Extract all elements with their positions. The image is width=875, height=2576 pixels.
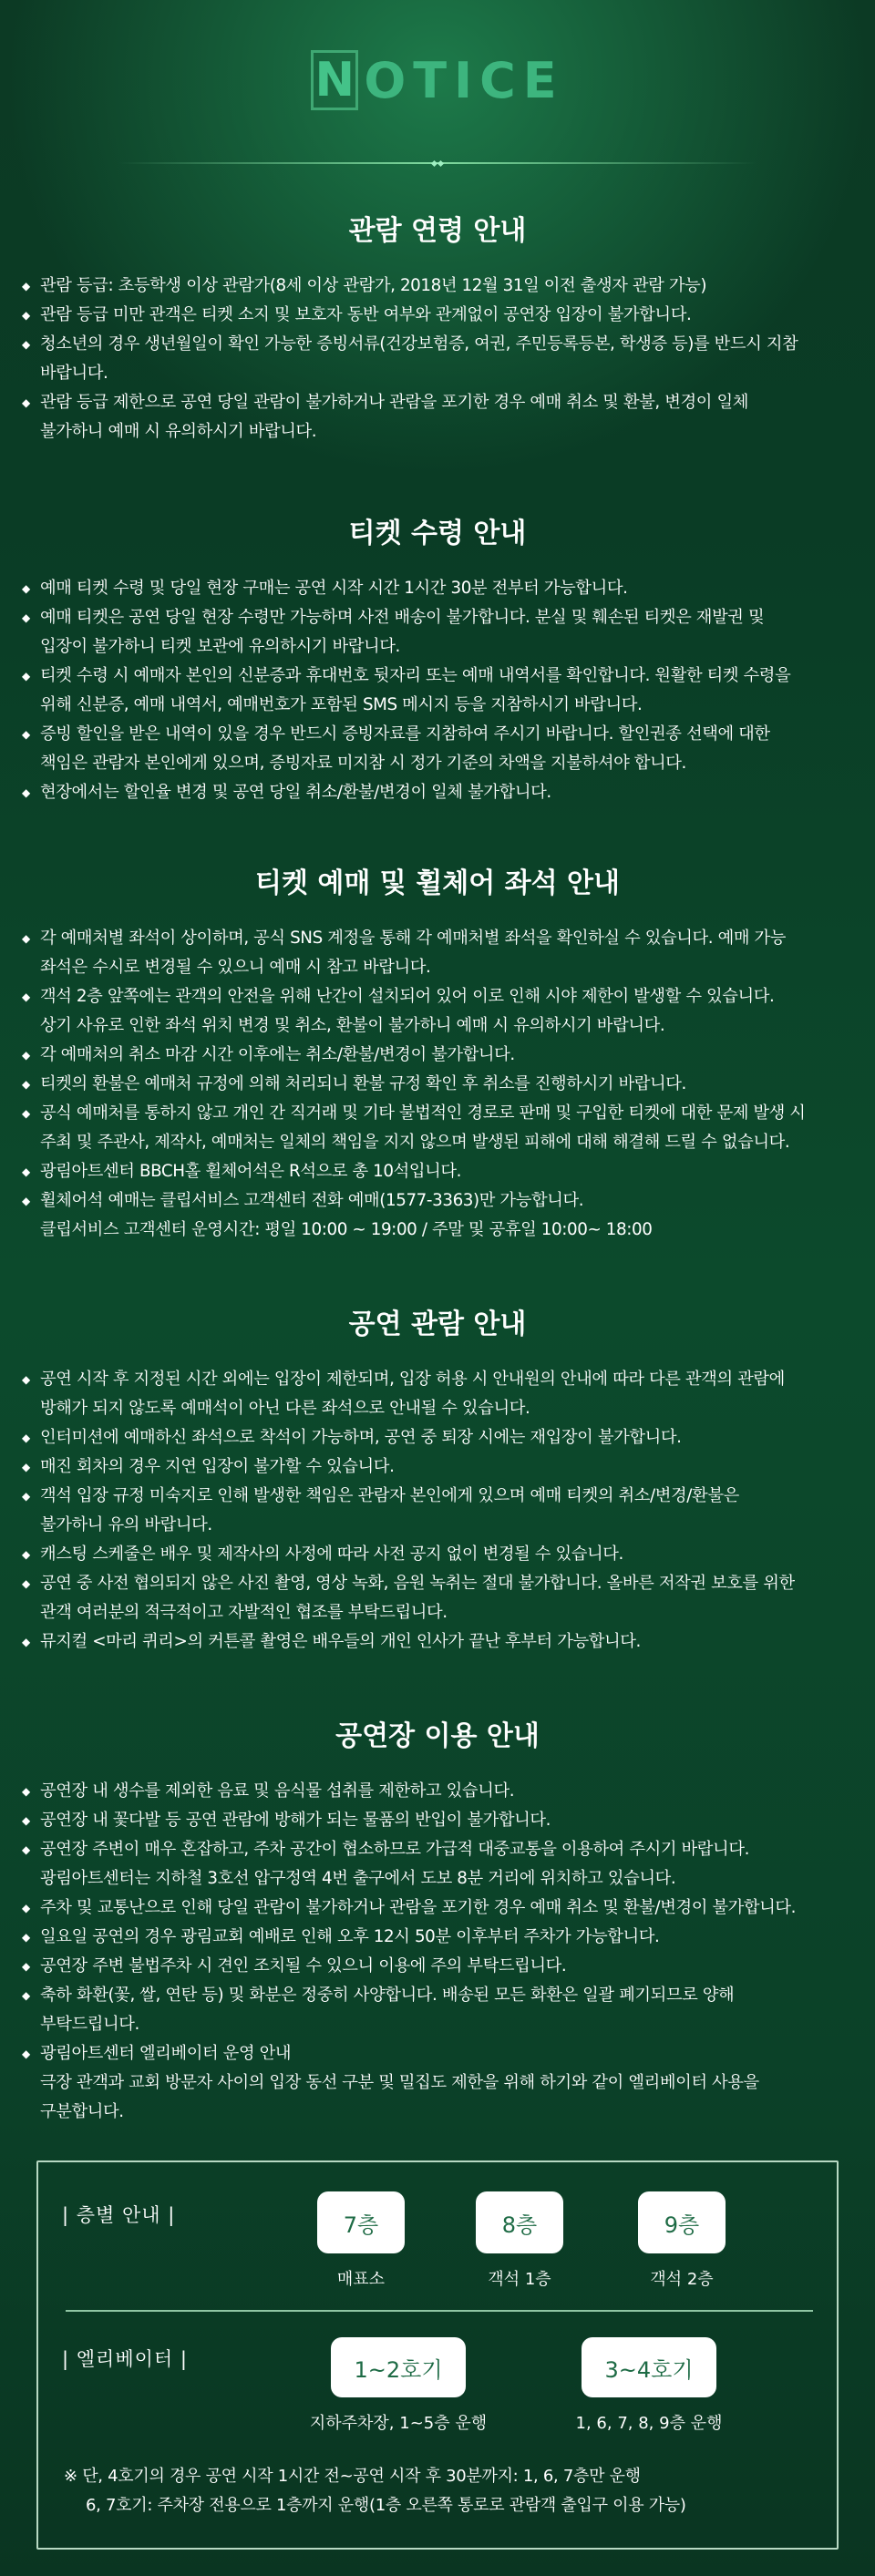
notice-item xyxy=(20,1070,848,1099)
notice-item xyxy=(20,1569,848,1627)
notice-item-line: ◆ 관람 등급: 초등학생 이상 관람가(8세 이상 관람가, 2018년 12월 31일 이전 출생자 관람 가능) xyxy=(40,276,707,295)
notice-item-line: ◆ 일요일 공연의 경우 광림교회 예배로 인해 오후 12시 50분 이후부터 주차가 가능합니다. xyxy=(40,1927,660,1946)
elevator-3-4-caption: 1, 6, 7, 8, 9층 운행 xyxy=(575,2414,723,2433)
notice-item-line: ◆ 공연 중 사전 협의되지 않은 사진 촬영, 영상 녹화, 음원 녹취는 절대 불가합니다. 올바른 저작권 보호를 위한 xyxy=(40,1574,795,1593)
notice-item-line: 책임은 관람자 본인에게 있으며, 증빙자료 미지참 시 정가 기준의 차액을 지불하셔야 합니다. xyxy=(40,754,686,773)
info-box-divider xyxy=(66,2310,813,2312)
section-item-list xyxy=(0,574,875,807)
notice-item xyxy=(20,982,848,1041)
notice-item-line: ◆ 객석 2층 앞쪽에는 관객의 안전을 위해 난간이 설치되어 있어 이로 인해 시야 제한이 발생할 수 있습니다. xyxy=(40,987,775,1006)
floor-9-caption: 객석 2층 xyxy=(650,2270,714,2289)
notice-item xyxy=(20,1894,848,1923)
elevator-1-2-button: 1~2호기 xyxy=(331,2337,466,2397)
floor-7-button: 7층 xyxy=(317,2191,405,2253)
notice-item-line: 방해가 되지 않도록 예매석이 아닌 다른 좌석으로 안내될 수 있습니다. xyxy=(40,1399,530,1418)
notice-item-line: ◆ 캐스팅 스케줄은 배우 및 제작사의 사정에 따라 사전 공지 없이 변경될 수 있습니다. xyxy=(40,1545,623,1564)
notice-title-boxed-letter: N xyxy=(311,50,358,110)
notice-item-line: 주최 및 주관사, 제작사, 예매처는 일체의 책임을 지지 않으며 발생된 피해에 대해 해결해 드릴 수 없습니다. xyxy=(40,1133,790,1152)
notice-item-line: ◆ 예매 티켓 수령 및 당일 현장 구매는 공연 시작 시간 1시간 30분 전부터 가능합니다. xyxy=(40,579,628,598)
notice-item-line: ◆ 주차 및 교통난으로 인해 당일 관람이 불가하거나 관람을 포기한 경우 예매 취소 및 환불/변경이 불가합니다. xyxy=(40,1898,797,1917)
notice-item-line: 좌석은 수시로 변경될 수 있으니 예매 시 참고 바랍니다. xyxy=(40,958,431,977)
floor-8-button: 8층 xyxy=(476,2191,563,2253)
notice-item-line: ◆ 객석 입장 규정 미숙지로 인해 발생한 책임은 관람자 본인에게 있으며 예매 티켓의 취소/변경/환불은 xyxy=(40,1486,739,1505)
notice-section xyxy=(0,1301,875,1657)
notice-item xyxy=(20,603,848,662)
notice-section xyxy=(0,860,875,1245)
elevator-1-2-caption: 지하주차장, 1~5층 운행 xyxy=(309,2414,488,2433)
section-title: 공연장 이용 안내 xyxy=(335,1720,540,1752)
section-title: 티켓 수령 안내 xyxy=(348,518,527,549)
notice-section xyxy=(0,510,875,807)
notice-item xyxy=(20,1627,848,1657)
notice-item xyxy=(20,1482,848,1540)
elevator-note-line-2: 6, 7호기: 주차장 전용으로 1층까지 운행(1층 오른쪽 통로로 관람객 출입구 이용 가능) xyxy=(86,2496,686,2515)
notice-item-line: ◆ 관람 등급 제한으로 공연 당일 관람이 불가하거나 관람을 포기한 경우 예매 취소 및 환불, 변경이 일체 xyxy=(40,393,748,412)
floor-guide-label: | 층별 안내 | xyxy=(62,2204,176,2226)
notice-item xyxy=(20,1540,848,1569)
notice-item xyxy=(20,720,848,778)
floor-9-button: 9층 xyxy=(638,2191,726,2253)
section-title: 공연 관람 안내 xyxy=(348,1309,527,1340)
notice-item-line: 광림아트센터는 지하철 3호선 압구정역 4번 출구에서 도보 8분 거리에 위치하고 있습니다. xyxy=(40,1869,676,1888)
notice-item xyxy=(20,388,848,446)
notice-item xyxy=(20,330,848,388)
notice-item xyxy=(20,1923,848,1952)
notice-item xyxy=(20,1952,848,1981)
notice-item-line: ◆ 티켓의 환불은 예매처 규정에 의해 처리되니 환불 규정 확인 후 취소를 진행하시기 바랍니다. xyxy=(40,1074,686,1093)
notice-item xyxy=(20,1777,848,1806)
notice-item-line: 상기 사유로 인한 좌석 위치 변경 및 취소, 환불이 불가하니 예매 시 유의하시기 바랍니다. xyxy=(40,1016,665,1035)
notice-item-line: ◆ 관람 등급 미만 관객은 티켓 소지 및 보호자 동반 여부와 관계없이 공연장 입장이 불가합니다. xyxy=(40,305,692,324)
notice-item-line: 바랍니다. xyxy=(40,364,108,383)
notice-item-line: ◆ 공연장 내 생수를 제외한 음료 및 음식물 섭취를 제한하고 있습니다. xyxy=(40,1781,515,1801)
notice-item xyxy=(20,1186,848,1245)
elevator-note-line-1: ※ 단, 4호기의 경우 공연 시작 1시간 전~공연 시작 후 30분까지: 1, 6, 7층만 운행 xyxy=(64,2467,641,2486)
notice-item-line: ◆ 축하 화환(꽃, 쌀, 연탄 등) 및 화분은 정중히 사양합니다. 배송된 모든 화환은 일괄 폐기되므로 양해 xyxy=(40,1986,735,2005)
elevator-3-4-button: 3~4호기 xyxy=(582,2337,716,2397)
notice-item xyxy=(20,778,848,807)
floor-elevator-info-box xyxy=(36,2160,839,2550)
notice-item-line: ◆ 광림아트센터 BBCH홀 휠체어석은 R석으로 총 10석입니다. xyxy=(40,1162,462,1181)
notice-title-rest: OTICE xyxy=(364,51,564,109)
notice-item xyxy=(20,924,848,982)
divider-ornament-icon xyxy=(428,155,447,171)
notice-item-line: ◆ 각 예매처의 취소 마감 시간 이후에는 취소/환불/변경이 불가합니다. xyxy=(40,1045,515,1064)
notice-item xyxy=(20,1041,848,1070)
section-item-list xyxy=(0,924,875,1245)
notice-item-line: ◆ 매진 회차의 경우 지연 입장이 불가할 수 있습니다. xyxy=(40,1457,395,1476)
section-item-list xyxy=(0,272,875,446)
elevator-label: | 엘리베이터 | xyxy=(62,2348,188,2370)
notice-section xyxy=(0,1713,875,2127)
notice-item-line: ◆ 공식 예매처를 통하지 않고 개인 간 직거래 및 기타 불법적인 경로로 판매 및 구입한 티켓에 대한 문제 발생 시 xyxy=(40,1103,806,1123)
section-item-list xyxy=(0,1777,875,2127)
notice-item-line: ◆ 티켓 수령 시 예매자 본인의 신분증과 휴대번호 뒷자리 또는 예매 내역서를 확인합니다. 원활한 티켓 수령을 xyxy=(40,666,791,685)
section-title: 관람 연령 안내 xyxy=(348,215,527,247)
notice-item-line: 극장 관객과 교회 방문자 사이의 입장 동선 구분 및 밀집도 제한을 위해 하기와 같이 엘리베이터 사용을 xyxy=(40,2073,759,2092)
notice-item xyxy=(20,662,848,720)
notice-item-line: ◆ 광림아트센터 엘리베이터 운영 안내 xyxy=(40,2044,292,2063)
notice-item xyxy=(20,2039,848,2127)
notice-item xyxy=(20,1452,848,1482)
notice-item xyxy=(20,574,848,603)
notice-item xyxy=(20,272,848,301)
notice-item-line: ◆ 공연 시작 후 지정된 시간 외에는 입장이 제한되며, 입장 허용 시 안내원의 안내에 따라 다른 관객의 관람에 xyxy=(40,1370,785,1389)
notice-item-line: 위해 신분증, 예매 내역서, 예매번호가 포함된 SMS 메시지 등을 지참하시기 바랍니다. xyxy=(40,695,643,714)
notice-item xyxy=(20,1981,848,2039)
notice-item-line: ◆ 예매 티켓은 공연 당일 현장 수령만 가능하며 사전 배송이 불가합니다. 분실 및 훼손된 티켓은 재발권 및 xyxy=(40,608,765,627)
notice-item-line: ◆ 휠체어석 예매는 클립서비스 고객센터 전화 예매(1577-3363)만 가능합니다. xyxy=(40,1191,584,1210)
notice-item-line: 클립서비스 고객센터 운영시간: 평일 10:00 ~ 19:00 / 주말 및 공휴일 10:00~ 18:00 xyxy=(40,1220,653,1239)
floor-7-caption: 매표소 xyxy=(336,2270,386,2289)
notice-item-line: 불가하니 유의 바랍니다. xyxy=(40,1515,212,1534)
notice-title xyxy=(0,50,875,123)
notice-section xyxy=(0,208,875,446)
notice-item-line: 불가하니 예매 시 유의하시기 바랍니다. xyxy=(40,422,317,441)
notice-item xyxy=(20,1365,848,1423)
notice-item-line: ◆ 인터미션에 예매하신 좌석으로 착석이 가능하며, 공연 중 퇴장 시에는 재입장이 불가합니다. xyxy=(40,1428,682,1447)
notice-item-line: 관객 여러분의 적극적이고 자발적인 협조를 부탁드립니다. xyxy=(40,1603,448,1622)
notice-item-line: 입장이 불가하니 티켓 보관에 유의하시기 바랍니다. xyxy=(40,637,400,656)
notice-item xyxy=(20,1835,848,1894)
notice-item-line: ◆ 공연장 내 꽃다발 등 공연 관람에 방해가 되는 물품의 반입이 불가합니다. xyxy=(40,1811,551,1830)
notice-item-line: ◆ 증빙 할인을 받은 내역이 있을 경우 반드시 증빙자료를 지참하여 주시기 바랍니다. 할인권종 선택에 대한 xyxy=(40,724,770,744)
floor-8-caption: 객석 1층 xyxy=(488,2270,551,2289)
notice-item xyxy=(20,1806,848,1835)
notice-item-line: ◆ 공연장 주변 불법주차 시 견인 조치될 수 있으니 이용에 주의 부탁드립니다. xyxy=(40,1956,567,1976)
notice-item xyxy=(20,301,848,330)
notice-item-line: ◆ 현장에서는 할인율 변경 및 공연 당일 취소/환불/변경이 일체 불가합니다. xyxy=(40,783,551,802)
notice-item xyxy=(20,1423,848,1452)
notice-item-line: 구분합니다. xyxy=(40,2102,124,2121)
notice-item-line: 부탁드립니다. xyxy=(40,2015,139,2034)
notice-item-line: ◆ 뮤지컬 <마리 퀴리>의 커튼콜 촬영은 배우들의 개인 인사가 끝난 후부터 가능합니다. xyxy=(40,1632,641,1651)
notice-item-line: ◆ 각 예매처별 좌석이 상이하며, 공식 SNS 계정을 통해 각 예매처별 좌석을 확인하실 수 있습니다. 예매 가능 xyxy=(40,929,787,948)
notice-item-line: ◆ 청소년의 경우 생년월일이 확인 가능한 증빙서류(건강보험증, 여권, 주민등록등본, 학생증 등)를 반드시 지참 xyxy=(40,334,798,354)
notice-item-line: ◆ 공연장 주변이 매우 혼잡하고, 주차 공간이 협소하므로 가급적 대중교통을 이용하여 주시기 바랍니다. xyxy=(40,1840,749,1859)
section-title: 티켓 예매 및 휠체어 좌석 안내 xyxy=(255,867,620,899)
notice-item xyxy=(20,1157,848,1186)
section-item-list xyxy=(0,1365,875,1657)
notice-item xyxy=(20,1099,848,1157)
